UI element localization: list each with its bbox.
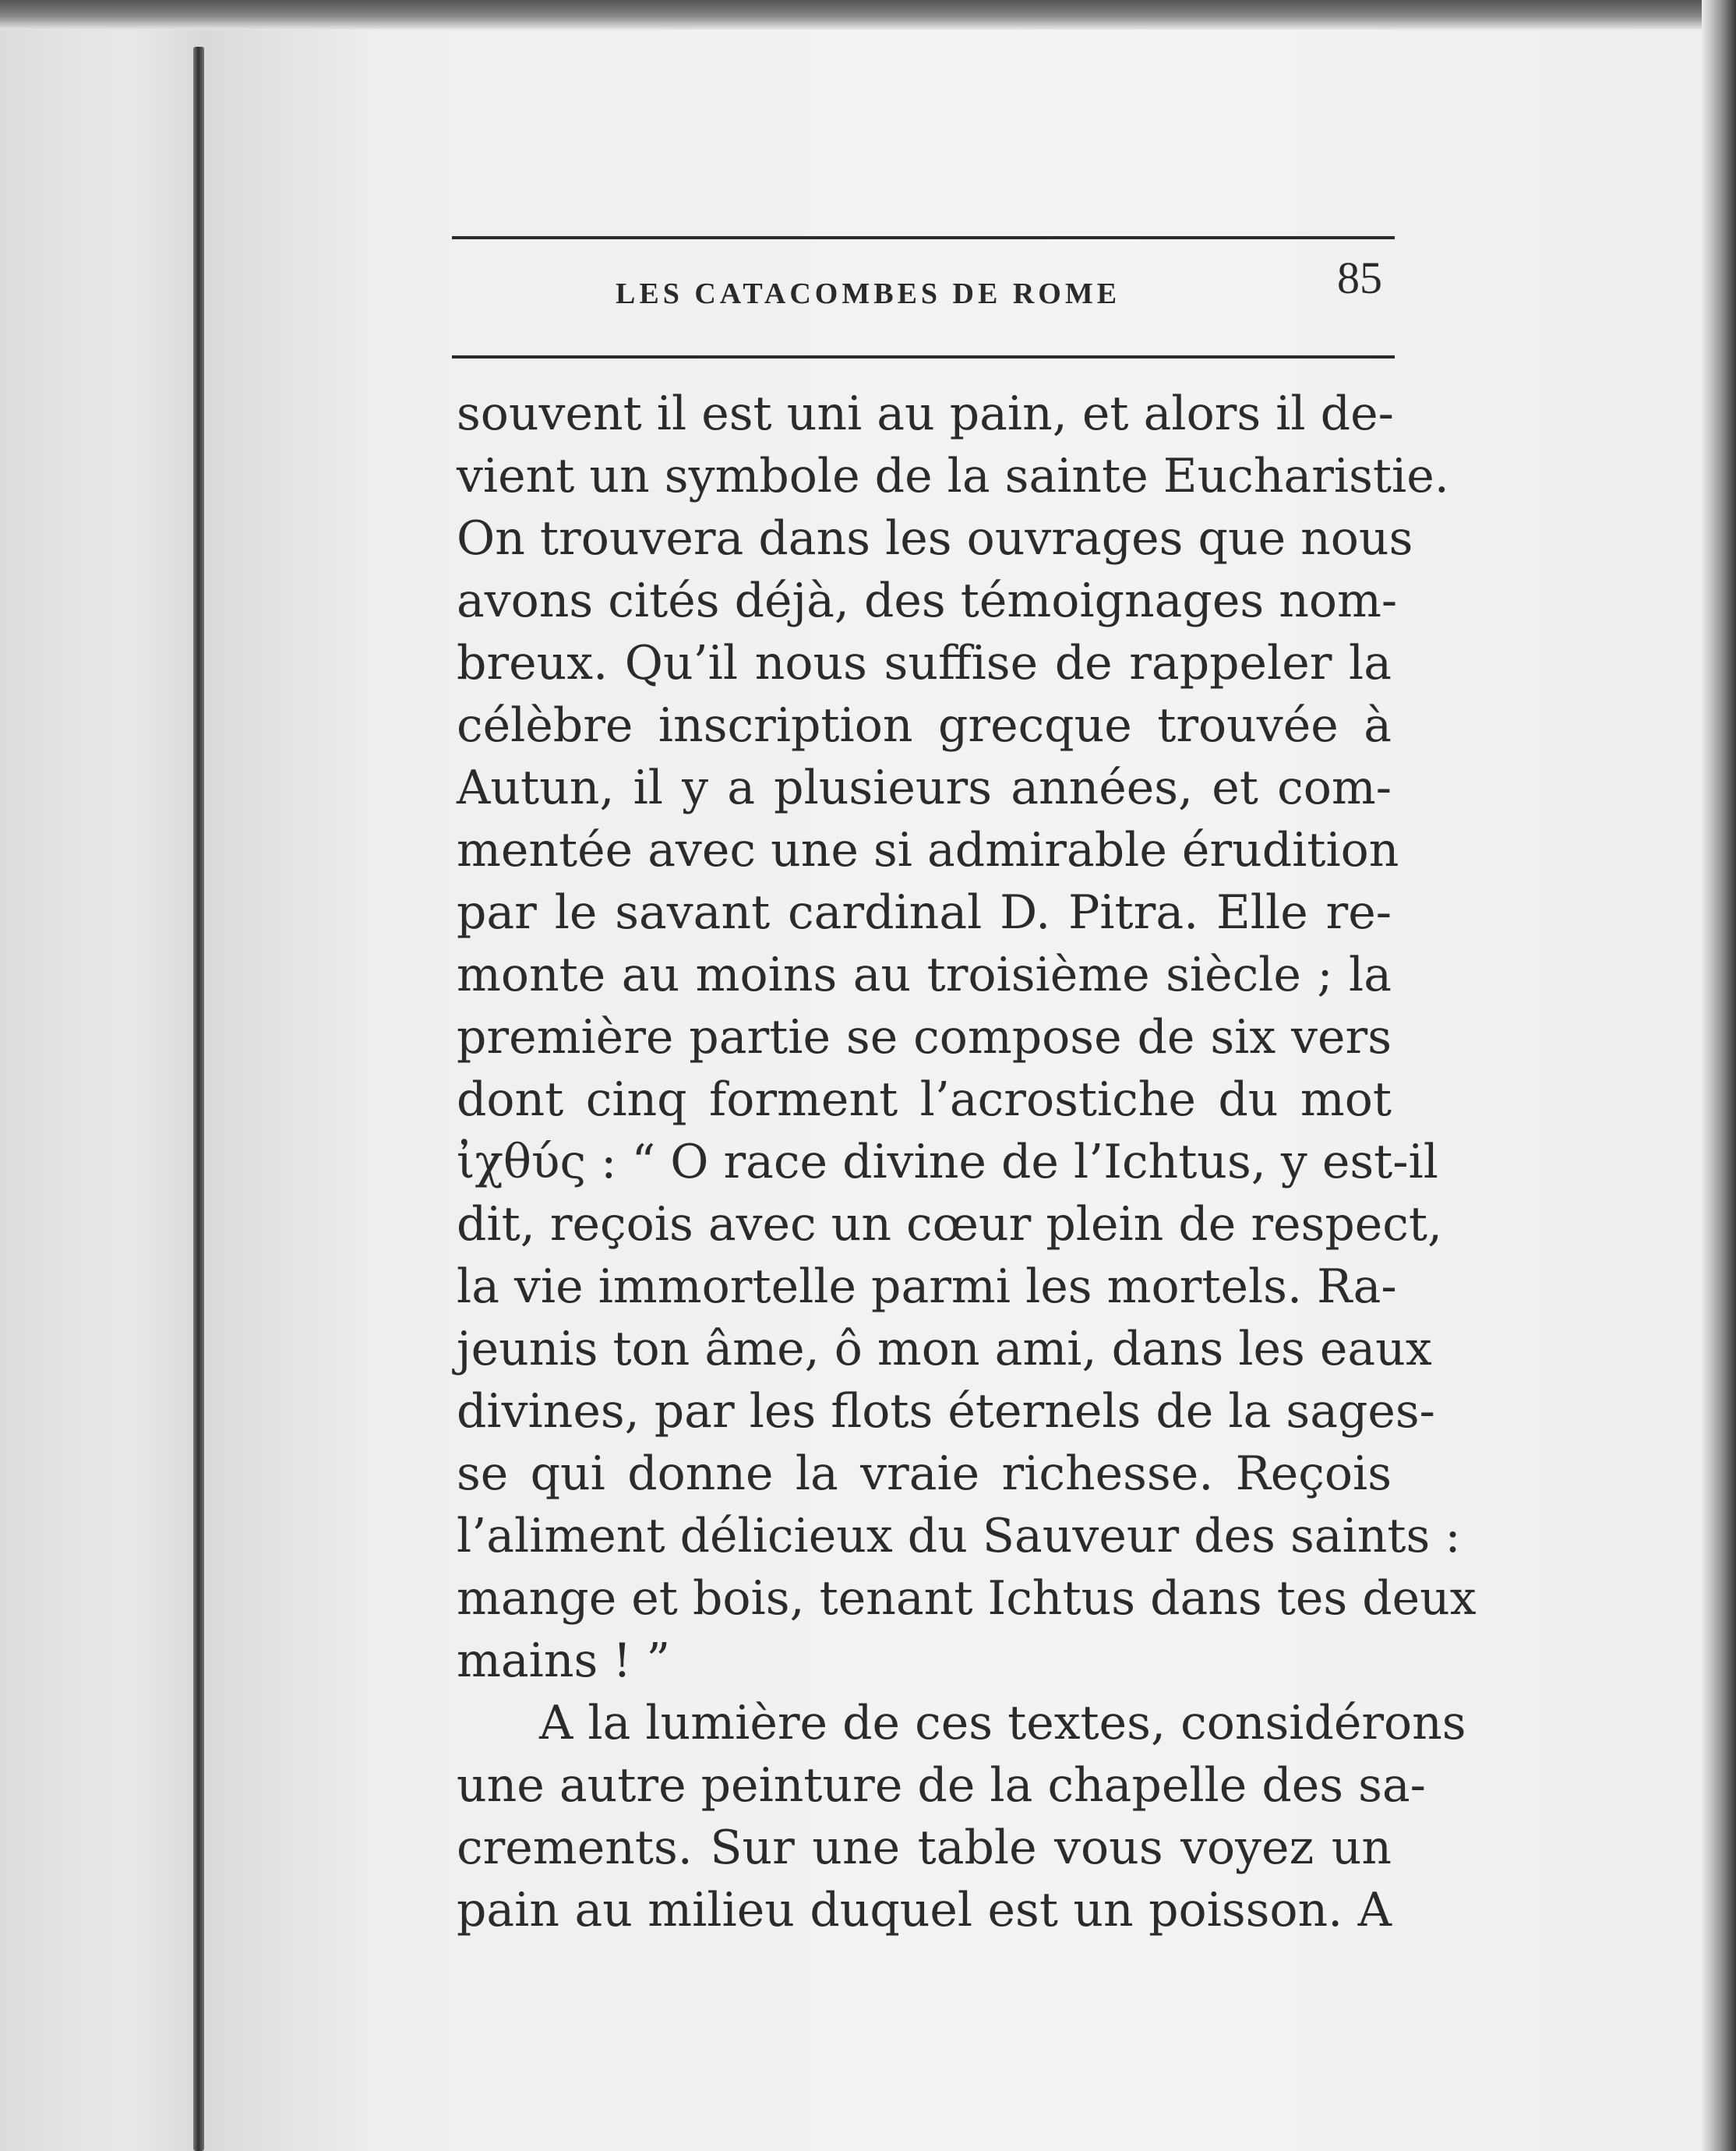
body-line: par le savant cardinal D. Pitra. Elle re- [457,885,1392,940]
header-rule-top [452,236,1395,239]
body-line: mentée avec une si admirable érudition [457,823,1399,878]
body-line: Autun, il y a plusieurs années, et com- [457,761,1392,815]
body-line: monte au moins au troisième siècle ; la [457,948,1392,1002]
body-line: la vie immortelle parmi les mortels. Ra- [457,1259,1397,1314]
book-gutter [193,47,204,2151]
body-line: une autre peinture de la chapelle des sa- [457,1758,1426,1813]
left-page-edge [0,0,210,2151]
body-line: divines, par les flots éternels de la sages- [457,1384,1435,1439]
body-line: dit, reçois avec un cœur plein de respect, [457,1197,1443,1252]
body-line: On trouvera dans les ouvrages que nous [457,511,1413,566]
body-line: crements. Sur une table vous voyez un [457,1821,1392,1875]
header-rule-bottom [452,355,1395,358]
body-line: mains ! ” [457,1634,671,1688]
body-line: célèbre inscription grecque trouvée à [457,698,1392,753]
page-number: 85 [1337,253,1382,303]
body-line: mange et bois, tenant Ichtus dans tes deux [457,1571,1477,1626]
body-line: jeunis ton âme, ô mon ami, dans les eaux [457,1322,1432,1376]
running-title: LES CATACOMBES DE ROME [616,277,1121,310]
body-line: breux. Qu’il nous suffise de rappeler la [457,636,1392,691]
body-line: souvent il est uni au pain, et alors il de- [457,387,1394,441]
body-line: pain au milieu duquel est un poisson. A [457,1883,1392,1937]
body-line: ἰχθύς : “ O race divine de l’Ichtus, y est-il [457,1135,1438,1189]
body-line: A la lumière de ces textes, considérons [539,1696,1466,1750]
scan-top-shadow [0,0,1736,30]
body-line: vient un symbole de la sainte Eucharistie. [457,449,1449,503]
scan-right-edge [1702,0,1736,2151]
body-line: se qui donne la vraie richesse. Reçois [457,1446,1392,1501]
body-line: l’aliment délicieux du Sauveur des saints : [457,1509,1461,1563]
body-line: dont cinq forment l’acrostiche du mot [457,1072,1392,1127]
body-line: première partie se compose de six vers [457,1010,1392,1065]
body-line: avons cités déjà, des témoignages nom- [457,574,1398,628]
